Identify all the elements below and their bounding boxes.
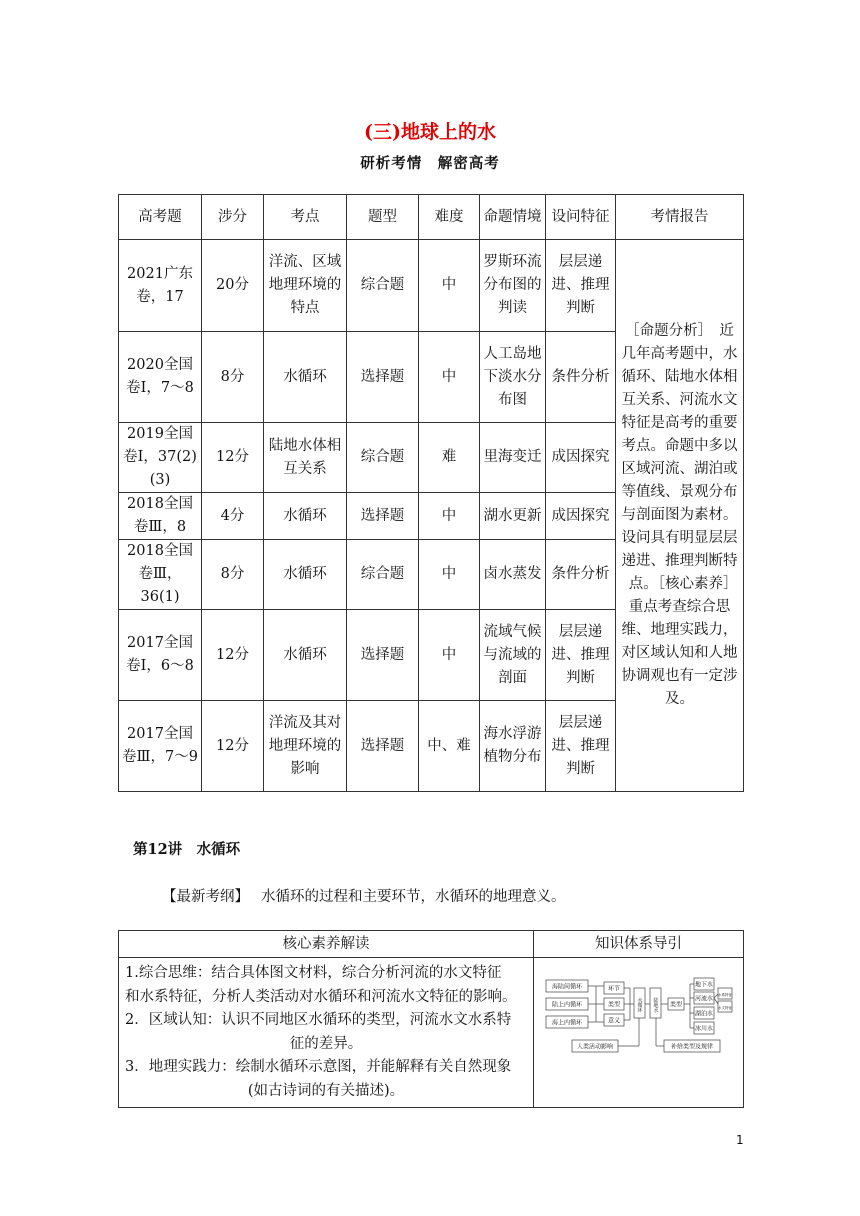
- cell-exam: 2020全国卷Ⅰ，7～8: [119, 332, 202, 423]
- diagram-label-water-cycle: 水循环: [636, 997, 643, 1013]
- cell-context: 卤水蒸发: [480, 540, 546, 610]
- cell-score: 4分: [202, 493, 264, 540]
- page-title: (三)地球上的水: [364, 121, 496, 143]
- cell-question-feature: 条件分析: [546, 540, 616, 610]
- cell-question-feature: 成因探究: [546, 423, 616, 493]
- exam-analysis-table: [118, 194, 744, 792]
- diagram-label-supply-types: 补给类型及规律: [670, 1043, 714, 1051]
- syllabus-outline: [162, 885, 566, 906]
- cell-point: 水循环: [264, 332, 347, 423]
- literacy-item-1-line-1: 1.综合思维：结合具体图文材料，综合分析河流的水文特征: [125, 965, 502, 981]
- exam-report-cell: ［命题分析］ 近几年高考题中，水循环、陆地水体相互关系、河流水文特征是高考的重要考点。命题中多以区域河流、湖泊或等值线、景观分布与剖面图为素材。设问具有明显层层递进、推理判断特点。［核心素养］ 重点考查综合思维、地理实践力，对区域认知和人地协调观也有一定涉及。: [616, 240, 744, 792]
- diagram-label-drainage-features: 水系特征: [718, 993, 732, 997]
- diagram-label-land-water: 陆地水: [652, 997, 659, 1013]
- cell-score: 20分: [202, 240, 264, 332]
- cell-context: 湖水更新: [480, 493, 546, 540]
- cell-question-feature: 成因探究: [546, 493, 616, 540]
- diagram-label-river-water: 河流水: [694, 995, 714, 1003]
- cell-question-feature: 条件分析: [546, 332, 616, 423]
- diagram-label-groundwater: 地下水: [694, 981, 714, 989]
- cell-difficulty: 难: [419, 423, 480, 493]
- literacy-item-2-line-1: 2．区域认知：认识不同地区水循环的类型，河流水文水系特: [125, 1012, 512, 1028]
- col-header-difficulty: 难度: [419, 195, 480, 240]
- lesson-title: 第12讲 水循环: [133, 841, 241, 858]
- cell-score: 12分: [202, 701, 264, 792]
- cell-question-feature: 层层递进、推理判断: [546, 701, 616, 792]
- diagram-label-lake-water: 湖泊水: [694, 1010, 714, 1018]
- diagram-label-kinds: 类型: [607, 1001, 621, 1009]
- knowledge-diagram: [544, 966, 734, 1076]
- literacy-item-2: [125, 1009, 527, 1033]
- cell-difficulty: 中: [419, 610, 480, 701]
- literacy-item-3: [125, 1056, 527, 1080]
- cell-score: 12分: [202, 610, 264, 701]
- cell-type: 综合题: [347, 240, 419, 332]
- cell-context: 海水浮游植物分布: [480, 701, 546, 792]
- cell-score: 8分: [202, 540, 264, 610]
- literacy-item-3-line-1: 3．地理实践力：绘制水循环示意图，并能解释有关自然现象: [125, 1059, 512, 1075]
- diagram-label-glacier-water: 冰川水: [694, 1025, 714, 1033]
- cell-type: 综合题: [347, 540, 419, 610]
- cell-point: 洋流、区域地理环境的特点: [264, 240, 347, 332]
- diagram-label-human-impact: 人类活动影响: [576, 1043, 614, 1051]
- cell-type: 选择题: [347, 493, 419, 540]
- cell-exam: 2018全国卷Ⅲ，8: [119, 493, 202, 540]
- diagram-label-meaning: 意义: [607, 1017, 621, 1025]
- cell-exam: 2019全国卷Ⅰ，37(2)(3): [119, 423, 202, 493]
- knowledge-diagram-cell: [534, 958, 744, 1108]
- core-literacy-header: 核心素养解读: [119, 931, 534, 958]
- col-header-exam: 高考题: [119, 195, 202, 240]
- cell-exam: 2018全国卷Ⅲ，36(1): [119, 540, 202, 610]
- cell-difficulty: 中、难: [419, 701, 480, 792]
- diagram-label-land-inner-cycle: 陆上内循环: [551, 1001, 583, 1009]
- col-header-type: 题型: [347, 195, 419, 240]
- cell-difficulty: 中: [419, 240, 480, 332]
- cell-point: 水循环: [264, 493, 347, 540]
- cell-point: 陆地水体相互关系: [264, 423, 347, 493]
- cell-point: 洋流及其对地理环境的影响: [264, 701, 347, 792]
- cell-point: 水循环: [264, 540, 347, 610]
- cell-context: 流域气候与流域的剖面: [480, 610, 546, 701]
- cell-type: 选择题: [347, 610, 419, 701]
- cell-exam: 2017全国卷Ⅰ，6～8: [119, 610, 202, 701]
- diagram-label-sea-land-cycle: 海陆间循环: [551, 983, 583, 991]
- page-subtitle: 研析考情 解密高考: [360, 155, 500, 172]
- diagram-label-hydrologic-features: 水文特征: [718, 1006, 732, 1010]
- cell-context: 里海变迁: [480, 423, 546, 493]
- col-header-report: 考情报告: [616, 195, 744, 240]
- cell-score: 12分: [202, 423, 264, 493]
- cell-score: 8分: [202, 332, 264, 423]
- cell-type: 选择题: [347, 701, 419, 792]
- diagram-label-category: 类型: [669, 1001, 683, 1009]
- cell-exam: 2021广东卷，17: [119, 240, 202, 332]
- table-row: [119, 240, 744, 332]
- core-literacy-content: [119, 958, 534, 1108]
- cell-point: 水循环: [264, 610, 347, 701]
- col-header-context: 命题情境: [480, 195, 546, 240]
- literacy-item-1: [125, 962, 527, 1009]
- col-header-score: 涉分: [202, 195, 264, 240]
- diagram-label-links: 环节: [607, 985, 621, 993]
- cell-difficulty: 中: [419, 540, 480, 610]
- knowledge-system-header: 知识体系导引: [534, 931, 744, 958]
- syllabus-label: 【最新考纲】: [162, 889, 249, 905]
- cell-type: 选择题: [347, 332, 419, 423]
- cell-difficulty: 中: [419, 332, 480, 423]
- diagram-label-sea-inner-cycle: 海上内循环: [551, 1019, 583, 1027]
- col-header-question-feature: 设问特征: [546, 195, 616, 240]
- literacy-item-2-line-2: 征的差异。: [289, 1035, 363, 1052]
- literacy-item-3-line-2: (如古诗词的有关描述)。: [247, 1082, 405, 1099]
- cell-question-feature: 层层递进、推理判断: [546, 240, 616, 332]
- cell-context: 罗斯环流分布图的判读: [480, 240, 546, 332]
- literacy-item-3-cont: [125, 1080, 527, 1104]
- cell-exam: 2017全国卷Ⅲ，7～9: [119, 701, 202, 792]
- core-literacy-table: [118, 930, 744, 1108]
- cell-difficulty: 中: [419, 493, 480, 540]
- literacy-item-1-line-2: 和水系特征，分析人类活动对水循环和河流水文特征的影响。: [125, 988, 517, 1005]
- cell-type: 综合题: [347, 423, 419, 493]
- syllabus-text: 水循环的过程和主要环节，水循环的地理意义。: [261, 889, 566, 905]
- col-header-point: 考点: [264, 195, 347, 240]
- cell-question-feature: 层层递进、推理判断: [546, 610, 616, 701]
- cell-context: 人工岛地下淡水分布图: [480, 332, 546, 423]
- literacy-item-2-cont: [125, 1033, 527, 1057]
- page-number: 1: [736, 1133, 744, 1147]
